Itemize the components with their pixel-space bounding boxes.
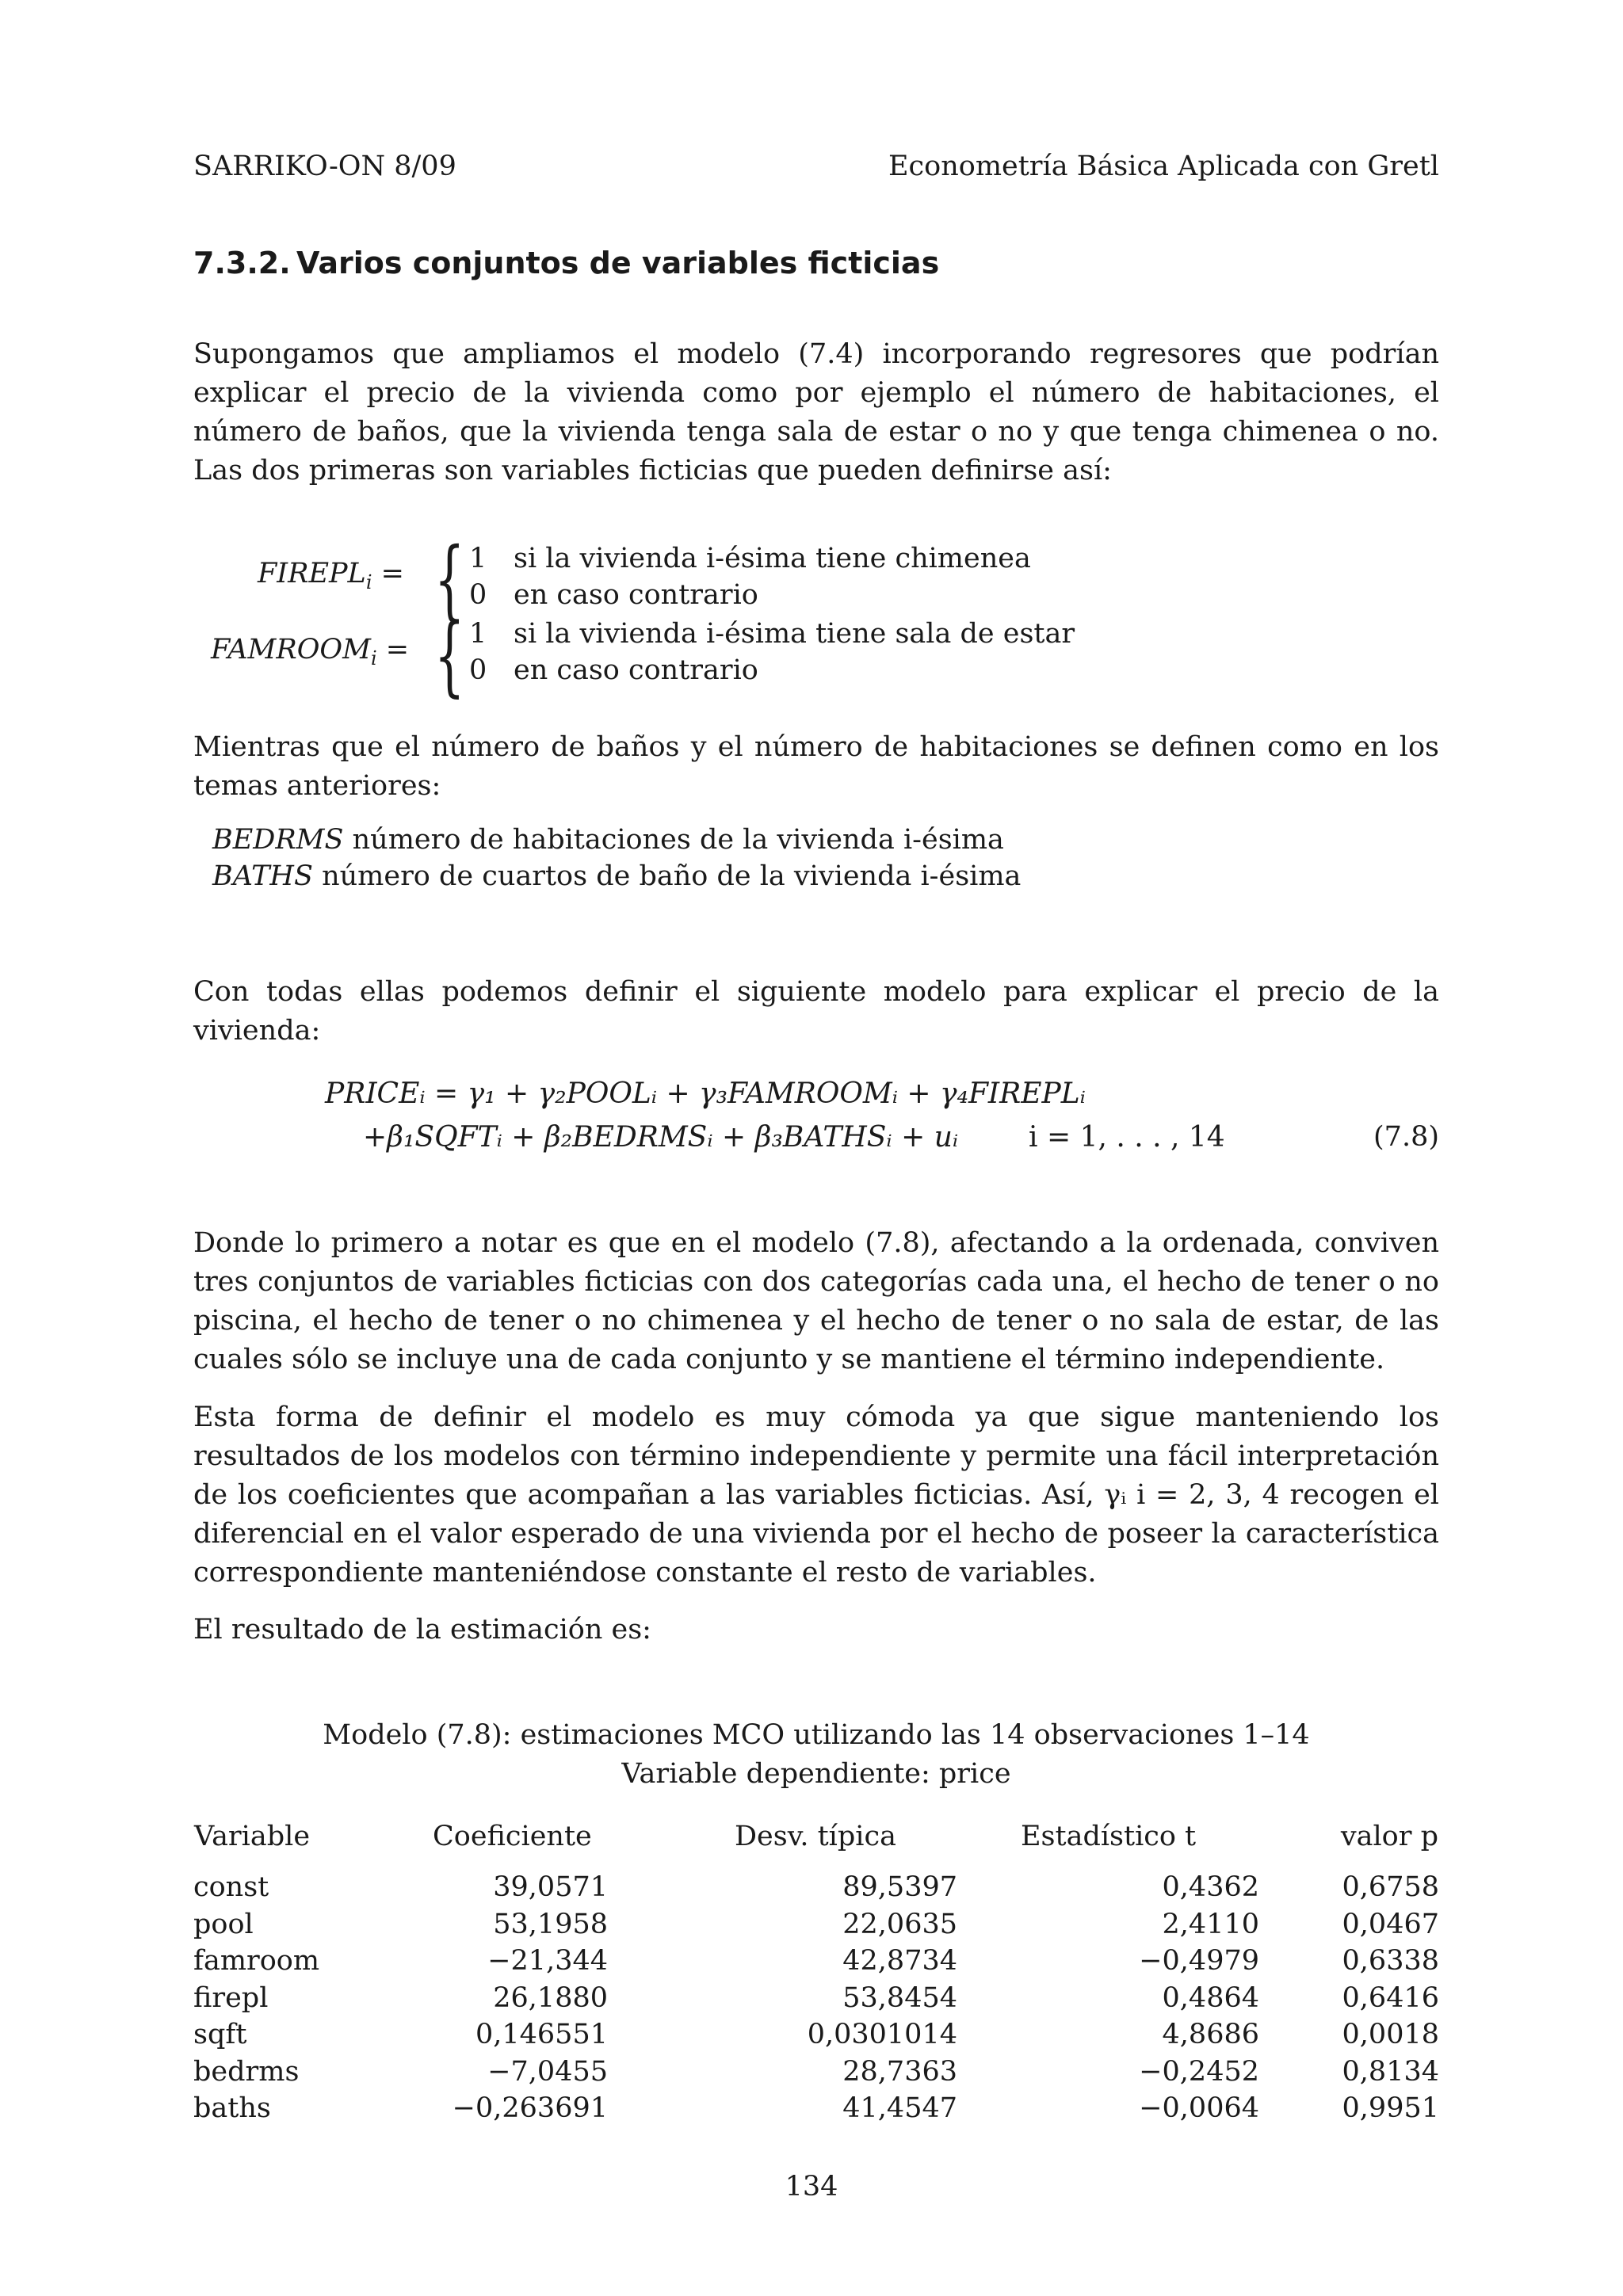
cell-p-value: 0,8134 <box>1342 2055 1439 2088</box>
definition-lhs-firepl: $FIREPL_i$ = <box>258 558 404 593</box>
definition-subscript: i <box>365 571 372 593</box>
cell-coefficient: −7,0455 <box>487 2055 608 2088</box>
cell-std-error: 53,8454 <box>842 1981 957 2014</box>
case-text: si la vivienda i-ésima tiene sala de estar <box>514 618 1075 650</box>
cell-std-error: 28,7363 <box>842 2055 957 2088</box>
cell-p-value: 0,6758 <box>1342 1871 1439 1904</box>
paragraph: Mientras que el número de baños y el número de habitaciones se definen como en los temas anteriores: <box>193 731 1439 802</box>
definition-case <box>469 543 1031 574</box>
cell-coefficient: 39,0571 <box>493 1871 608 1904</box>
left-brace: { <box>434 528 465 630</box>
case-value: 0 <box>469 654 487 686</box>
section-number: 7.3.2. <box>193 246 291 280</box>
paragraph: El resultado de la estimación es: <box>193 1614 651 1646</box>
equation-line-1: PRICEᵢ = γ₁ + γ₂POOLᵢ + γ₃FAMROOMᵢ + γ₄FIREPLᵢ <box>325 1077 1086 1110</box>
case-text: si la vivienda i-ésima tiene chimenea <box>514 543 1031 574</box>
intro-paragraph: Supongamos que ampliamos el modelo (7.4) incorporando regresores que podrían explicar el precio de la vivienda como por ejemplo el número de habitaciones, el número de baños, que la vivienda tenga sala de estar o no y que tenga chimenea o no. Las dos primeras son variables ficticias que pueden definirse así: <box>193 338 1439 486</box>
definition-case <box>469 618 1075 650</box>
case-value: 1 <box>469 543 487 574</box>
cell-t-stat: −0,0064 <box>1139 2092 1259 2125</box>
cell-p-value: 0,0018 <box>1342 2019 1439 2051</box>
cell-t-stat: 4,8686 <box>1162 2019 1259 2051</box>
table-caption-line-2: Variable dependiente: price <box>621 1758 1011 1790</box>
case-value: 1 <box>469 618 487 650</box>
definition-symbol: FAMROOM <box>211 634 371 666</box>
equation-number: (7.8) <box>1373 1121 1439 1153</box>
cell-coefficient: 53,1958 <box>493 1908 608 1940</box>
definition-case <box>469 579 758 611</box>
variable-description: número de cuartos de baño de la vivienda i-ésima <box>322 860 1022 892</box>
definition-lhs-famroom: $FAMROOM_i$ = <box>211 634 410 669</box>
definition-case <box>469 654 758 686</box>
cell-t-stat: −0,2452 <box>1139 2055 1259 2088</box>
table-header-row <box>193 1820 1439 1869</box>
table-row <box>193 1943 1439 1980</box>
variable-symbol: BEDRMS <box>212 824 344 856</box>
case-text: en caso contrario <box>514 579 758 611</box>
cell-variable: baths <box>193 2092 271 2125</box>
cell-coefficient: −0,263691 <box>452 2092 608 2125</box>
table-row <box>193 2016 1439 2054</box>
equation-line-2: +β₁SQFTᵢ + β₂BEDRMSᵢ + β₃BATHSᵢ + uᵢ <box>363 1121 959 1154</box>
cell-coefficient: 0,146551 <box>475 2019 608 2051</box>
paragraph: Donde lo primero a notar es que en el modelo (7.8), afectando a la ordenada, conviven tres conjuntos de variables ficticias con dos categorías cada una, el hecho de tener o no piscina, el hecho de tener o no chimenea y el hecho de tener o no sala de estar, de las cuales sólo se incluye una de cada conjunto y se mantiene el término independiente. <box>193 1227 1439 1375</box>
case-text: en caso contrario <box>514 654 758 686</box>
column-header-t-stat <box>1021 1820 1283 1869</box>
column-header-std-error: Desv. típica <box>735 1821 896 1852</box>
table-row <box>193 2090 1439 2127</box>
column-header-t-stat-text: Estadístico t <box>1021 1821 1197 1852</box>
cell-variable: pool <box>193 1908 254 1940</box>
cell-t-stat: 2,4110 <box>1162 1908 1259 1940</box>
paragraph: Esta forma de definir el modelo es muy cómoda ya que sigue manteniendo los resultados de los modelos con término independiente y permite una fácil interpretación de los coeficientes que acompañan a las variables ficticias. Así, γᵢ i = 2, 3, 4 recogen el diferencial en el valor esperado de una vivienda por el hecho de poseer la característica correspondiente manteniéndose constante el resto de variables. <box>193 1402 1439 1589</box>
cell-coefficient: −21,344 <box>487 1945 608 1978</box>
running-header-left: SARRIKO-ON 8/09 <box>193 151 456 182</box>
table-row <box>193 1980 1439 2017</box>
page-number: 134 <box>785 2171 838 2203</box>
cell-std-error: 42,8734 <box>842 1945 957 1978</box>
cell-p-value: 0,6416 <box>1342 1981 1439 2014</box>
cell-p-value: 0,9951 <box>1342 2092 1439 2125</box>
paragraph: Con todas ellas podemos definir el siguiente modelo para explicar el precio de la vivienda: <box>193 976 1439 1047</box>
equation-range: i = 1, . . . , 14 <box>1029 1121 1225 1154</box>
cell-t-stat: 0,4362 <box>1162 1871 1259 1904</box>
case-value: 0 <box>469 579 487 611</box>
definition-symbol: FIREPL <box>258 558 366 589</box>
cell-variable: famroom <box>193 1945 320 1978</box>
table-row <box>193 1869 1439 1906</box>
estimation-results-table <box>193 1820 1439 2127</box>
cell-variable: const <box>193 1871 269 1904</box>
column-header-p-value: valor p <box>1340 1821 1438 1852</box>
cell-std-error: 89,5397 <box>842 1871 957 1904</box>
cell-coefficient: 26,1880 <box>493 1981 608 2014</box>
table-caption-line-1: Modelo (7.8): estimaciones MCO utilizando las 14 observaciones 1–14 <box>323 1719 1310 1751</box>
table-row <box>193 1906 1439 1943</box>
variable-definition <box>212 824 1004 856</box>
variable-symbol: BATHS <box>212 860 313 892</box>
variable-description: número de habitaciones de la vivienda i-ésima <box>352 824 1004 856</box>
left-brace: { <box>434 605 465 706</box>
column-header-coefficient: Coeficiente <box>433 1821 592 1852</box>
cell-p-value: 0,6338 <box>1342 1945 1439 1978</box>
cell-variable: sqft <box>193 2019 247 2051</box>
section-heading <box>193 246 939 280</box>
cell-p-value: 0,0467 <box>1342 1908 1439 1940</box>
variable-definition <box>212 860 1021 892</box>
cell-std-error: 0,0301014 <box>807 2019 957 2051</box>
cell-std-error: 22,0635 <box>842 1908 957 1940</box>
definition-subscript: i <box>370 647 377 669</box>
cell-t-stat: 0,4864 <box>1162 1981 1259 2014</box>
cell-variable: firepl <box>193 1981 269 2014</box>
running-header-right: Econometría Básica Aplicada con Gretl <box>888 151 1439 182</box>
cell-std-error: 41,4547 <box>842 2092 957 2125</box>
table-row <box>193 2054 1439 2091</box>
cell-t-stat: −0,4979 <box>1139 1945 1259 1978</box>
cell-variable: bedrms <box>193 2055 300 2088</box>
column-header-variable: Variable <box>194 1821 311 1852</box>
section-title: Varios conjuntos de variables ficticias <box>296 246 940 280</box>
